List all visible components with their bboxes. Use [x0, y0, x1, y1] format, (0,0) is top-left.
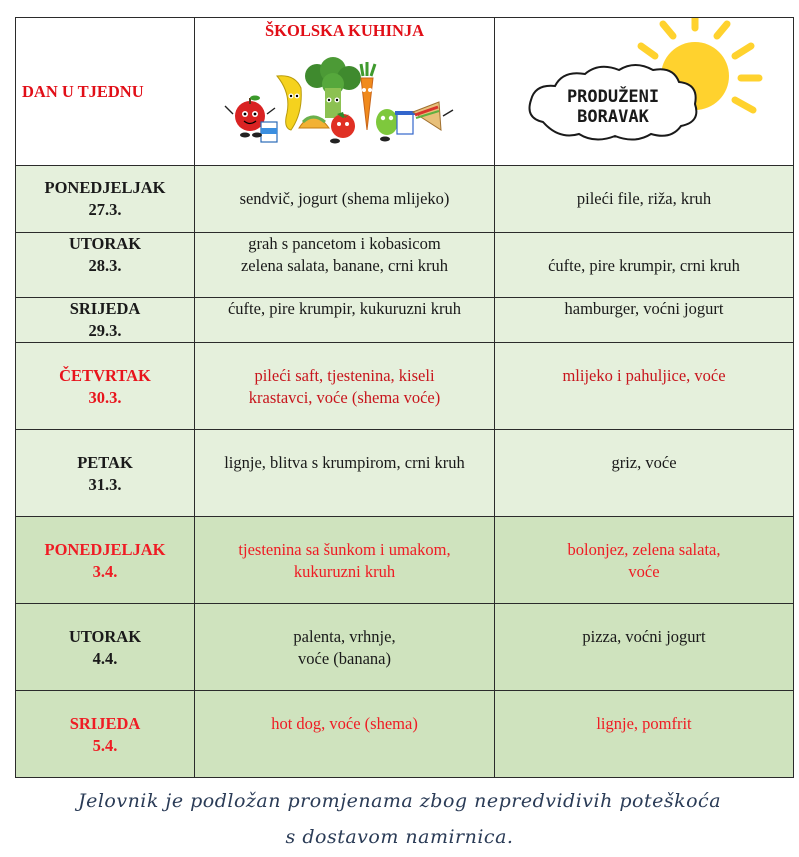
day-name: ČETVRTAK	[59, 366, 151, 385]
after-school-meal-cell: lignje, pomfrit	[495, 691, 794, 778]
header-day-of-week: DAN U TJEDNU	[16, 18, 195, 166]
day-date: 29.3.	[88, 321, 122, 340]
meal-line: grah s pancetom i kobasicom	[248, 234, 441, 253]
day-date: 27.3.	[88, 200, 122, 219]
after-school-meal-cell: pizza, voćni jogurt	[495, 604, 794, 691]
school-meal-cell	[195, 604, 495, 691]
meal-line: voće	[628, 562, 660, 581]
day-date: 28.3.	[88, 256, 122, 275]
footer-note-line1: Jelovnik je podložan promjenama zbog nepredvidivih poteškoća	[77, 790, 722, 812]
school-kitchen-title: ŠKOLSKA KUHINJA	[265, 21, 425, 40]
menu-table	[15, 17, 794, 778]
table-row	[16, 604, 794, 691]
day-name: PETAK	[77, 453, 133, 472]
day-date: 3.4.	[92, 562, 118, 581]
school-meal-cell: sendvič, jogurt (shema mlijeko)	[195, 166, 495, 233]
extended-stay-title-line2: BORAVAK	[577, 107, 649, 127]
day-cell	[16, 343, 195, 430]
extended-stay-title-line1: PRODUŽENI	[566, 87, 660, 107]
school-meal-cell: hot dog, voće (shema)	[195, 691, 495, 778]
day-cell	[16, 517, 195, 604]
table-row	[16, 691, 794, 778]
day-cell	[16, 298, 195, 343]
day-date: 30.3.	[88, 388, 122, 407]
school-meal-cell	[195, 517, 495, 604]
after-school-meal-cell: ćufte, pire krumpir, crni kruh	[495, 233, 794, 298]
after-school-meal-cell: pileći file, riža, kruh	[495, 166, 794, 233]
day-cell	[16, 233, 195, 298]
day-name: SRIJEDA	[69, 299, 141, 318]
school-meal-cell	[195, 233, 495, 298]
day-cell	[16, 430, 195, 517]
table-row	[16, 166, 794, 233]
day-name: UTORAK	[68, 627, 142, 646]
school-meal-cell: lignje, blitva s krumpirom, crni kruh	[195, 430, 495, 517]
table-row	[16, 298, 794, 343]
meal-line: krastavci, voće (shema voće)	[248, 388, 441, 407]
after-school-meal-cell	[495, 517, 794, 604]
after-school-meal-cell: mlijeko i pahuljice, voće	[495, 343, 794, 430]
table-row	[16, 430, 794, 517]
school-meal-cell	[195, 343, 495, 430]
day-cell	[16, 691, 195, 778]
meal-line: kukuruzni kruh	[293, 562, 396, 581]
table-row	[16, 233, 794, 298]
after-school-meal-cell: hamburger, voćni jogurt	[495, 298, 794, 343]
day-date: 4.4.	[92, 649, 118, 668]
footer-note-line2: s dostavom namirnica.	[285, 826, 514, 848]
header-row	[16, 18, 794, 166]
day-cell	[16, 166, 195, 233]
table-row	[16, 517, 794, 604]
day-cell	[16, 604, 195, 691]
meal-line: tjestenina sa šunkom i umakom,	[238, 540, 451, 559]
after-school-meal-cell: griz, voće	[495, 430, 794, 517]
sun-cloud-illustration	[495, 18, 794, 165]
day-date: 31.3.	[88, 475, 122, 494]
day-name: SRIJEDA	[69, 714, 141, 733]
day-name: PONEDJELJAK	[44, 540, 166, 559]
header-school-kitchen	[195, 18, 495, 166]
meal-line: palenta, vrhnje,	[293, 627, 396, 646]
meal-line: voće (banana)	[298, 649, 391, 668]
day-name: UTORAK	[68, 234, 142, 253]
day-name: PONEDJELJAK	[44, 178, 166, 197]
meal-line: bolonjez, zelena salata,	[567, 540, 721, 559]
meal-line: pileći saft, tjestenina, kiseli	[254, 366, 435, 385]
school-meal-cell: ćufte, pire krumpir, kukuruzni kruh	[195, 298, 495, 343]
day-date: 5.4.	[92, 736, 118, 755]
header-extended-stay	[495, 18, 794, 166]
meal-line: zelena salata, banane, crni kruh	[240, 256, 449, 275]
table-row	[16, 343, 794, 430]
food-characters-illustration	[195, 18, 495, 165]
